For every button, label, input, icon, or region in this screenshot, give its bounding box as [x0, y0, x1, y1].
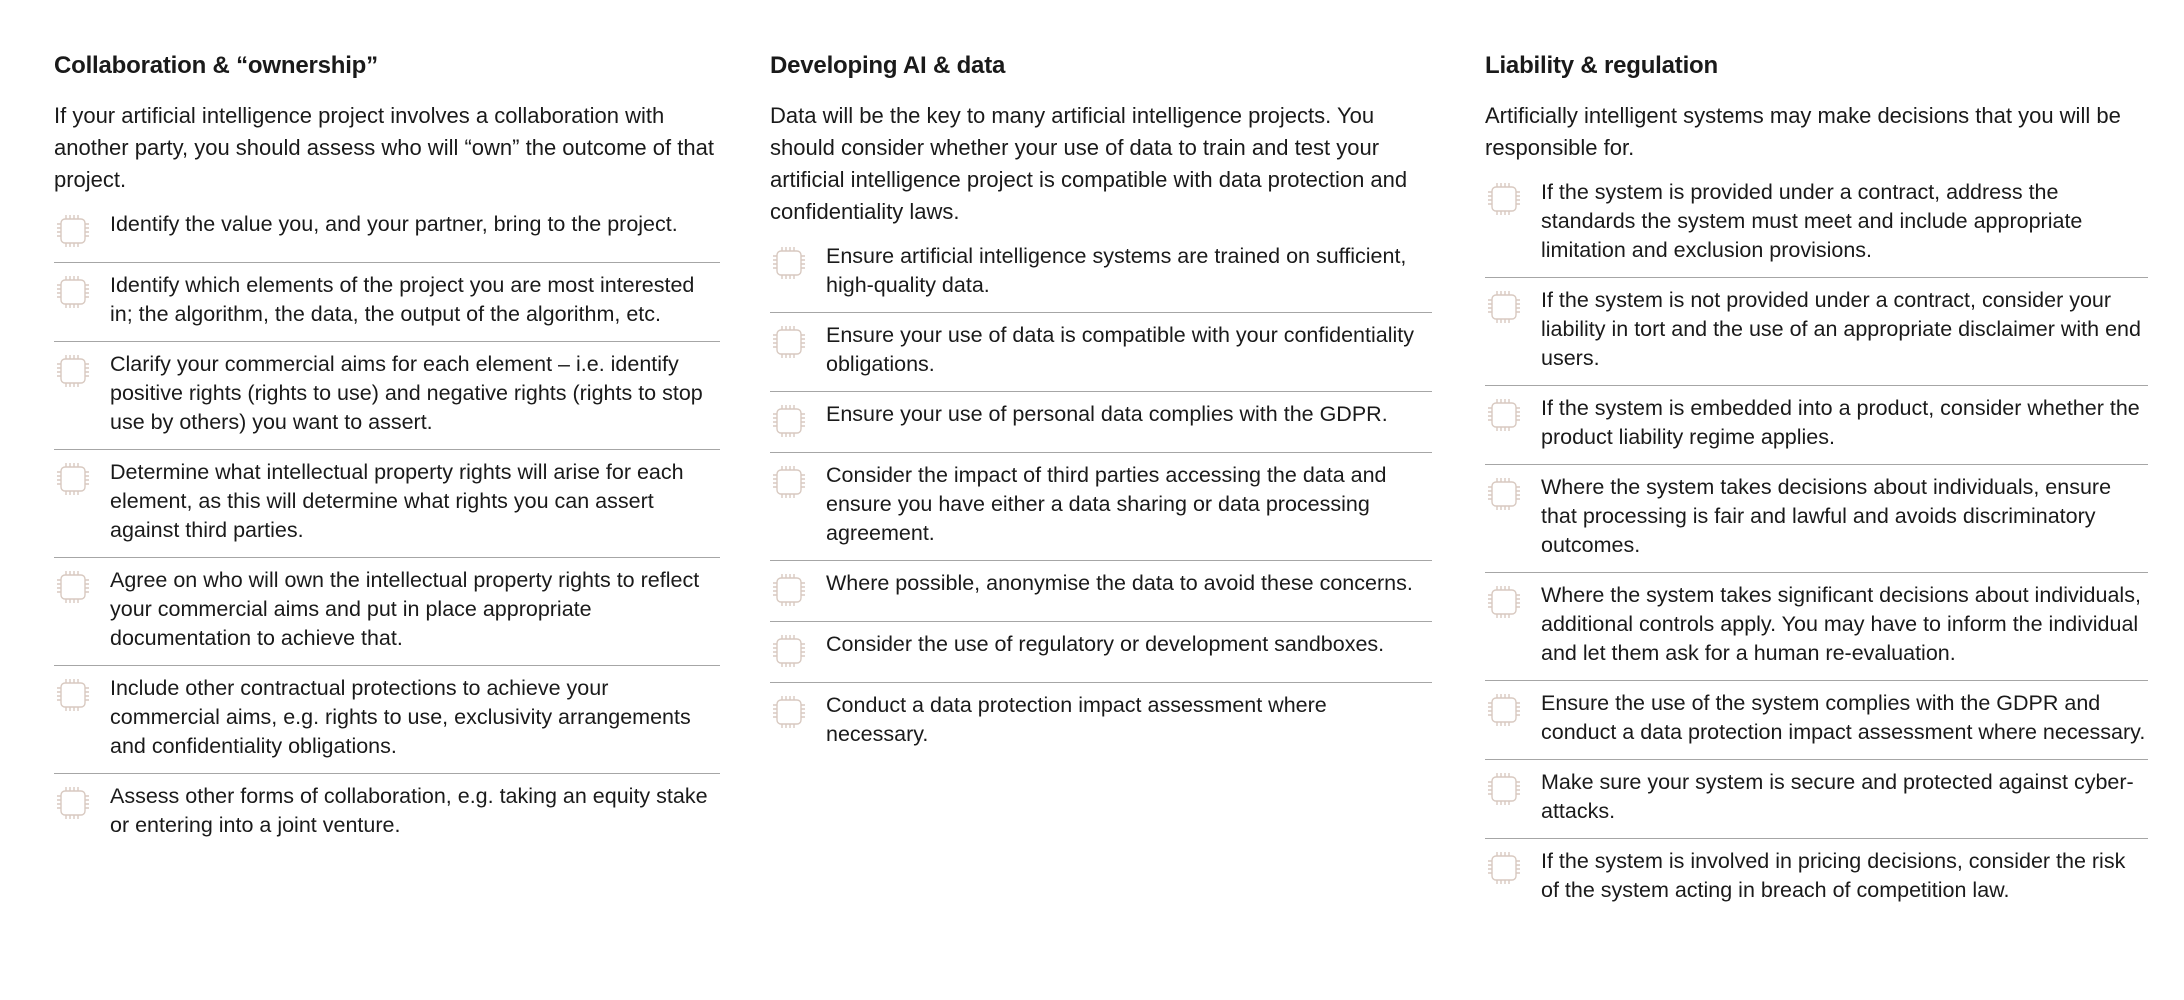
- checklist-item-text: Where possible, anonymise the data to avoid these concerns.: [826, 571, 1413, 595]
- checklist-item-text: Identify the value you, and your partner, bring to the project.: [110, 212, 678, 236]
- checklist-item-text: If the system is involved in pricing decisions, consider the risk of the system acting in breach of competition law.: [1541, 849, 2126, 902]
- checklist-item-text: Where the system takes decisions about individuals, ensure that processing is fair and lawful and avoids discriminatory outcomes.: [1541, 475, 2112, 557]
- microchip-checkbox-icon[interactable]: [54, 352, 92, 390]
- checklist-item-text: If the system is provided under a contract, address the standards the system must meet and include appropriate limitation and exclusion provisions.: [1541, 180, 2083, 262]
- checklist-item[interactable]: [1485, 386, 2148, 465]
- column-collaboration: [54, 50, 720, 852]
- checklist-item-text: If the system is embedded into a product, consider whether the product liability regime applies.: [1541, 396, 2140, 449]
- microchip-checkbox-icon[interactable]: [54, 273, 92, 311]
- checklist-item-text: Identify which elements of the project you are most interested in; the algorithm, the data, the output of the algorithm, etc.: [110, 273, 695, 326]
- checklist-item[interactable]: [770, 313, 1432, 392]
- microchip-checkbox-icon[interactable]: [54, 460, 92, 498]
- column-developing-ai-data: [770, 50, 1432, 761]
- checklist-item-text: Determine what intellectual property rights will arise for each element, as this will determine what rights you can assert against third parties.: [110, 460, 684, 542]
- microchip-checkbox-icon[interactable]: [1485, 396, 1523, 434]
- checklist-item-text: Include other contractual protections to achieve your commercial aims, e.g. rights to use, exclusivity arrangements and confidentiality obligations.: [110, 676, 691, 758]
- microchip-checkbox-icon[interactable]: [1485, 475, 1523, 513]
- microchip-checkbox-icon[interactable]: [1485, 849, 1523, 887]
- checklist-item[interactable]: [54, 342, 720, 450]
- microchip-checkbox-icon[interactable]: [770, 402, 808, 440]
- microchip-checkbox-icon[interactable]: [54, 676, 92, 714]
- checklist-item-text: If the system is not provided under a contract, consider your liability in tort and the use of an appropriate disclaimer with end users.: [1541, 288, 2141, 370]
- checklist-item-text: Consider the use of regulatory or development sandboxes.: [826, 632, 1385, 656]
- checklist-item[interactable]: [770, 234, 1432, 313]
- microchip-checkbox-icon[interactable]: [54, 212, 92, 250]
- checklist-item-text: Conduct a data protection impact assessment where necessary.: [826, 693, 1327, 746]
- checklist-item-text: Where the system takes significant decisions about individuals, additional controls apply. You may have to inform the individual and let them ask for a human re-evaluation.: [1541, 583, 2141, 665]
- microchip-checkbox-icon[interactable]: [54, 784, 92, 822]
- checklist-item-text: Make sure your system is secure and protected against cyber-attacks.: [1541, 770, 2134, 823]
- checklist-item[interactable]: [54, 666, 720, 774]
- checklist-item-text: Assess other forms of collaboration, e.g. taking an equity stake or entering into a joint venture.: [110, 784, 708, 837]
- column-title: Developing AI & data: [770, 52, 1006, 79]
- checklist-item-text: Clarify your commercial aims for each element – i.e. identify positive rights (rights to use) and negative rights (rights to stop use by others) you want to assert.: [110, 352, 703, 434]
- checklist-item[interactable]: [54, 263, 720, 342]
- checklist-item-text: Consider the impact of third parties accessing the data and ensure you have either a data sharing or data processing agreement.: [826, 463, 1387, 545]
- checklist-item[interactable]: [770, 453, 1432, 561]
- column-intro: If your artificial intelligence project involves a collaboration with another party, you should assess who will “own” the outcome of that project.: [54, 103, 714, 192]
- checklist-item[interactable]: [770, 622, 1432, 683]
- checklist: [1485, 170, 2148, 917]
- checklist-item[interactable]: [54, 202, 720, 263]
- checklist-item-text: Ensure your use of personal data complies with the GDPR.: [826, 402, 1388, 426]
- checklist-item-text: Ensure the use of the system complies with the GDPR and conduct a data protection impact assessment where necessary.: [1541, 691, 2146, 744]
- checklist-item-text: Ensure your use of data is compatible with your confidentiality obligations.: [826, 323, 1414, 376]
- column-title: Liability & regulation: [1485, 52, 1718, 79]
- checklist-item[interactable]: [1485, 760, 2148, 839]
- microchip-checkbox-icon[interactable]: [1485, 583, 1523, 621]
- checklist: [770, 234, 1432, 761]
- checklist-item[interactable]: [770, 561, 1432, 622]
- column-title: Collaboration & “ownership”: [54, 52, 378, 79]
- microchip-checkbox-icon[interactable]: [770, 632, 808, 670]
- microchip-checkbox-icon[interactable]: [770, 244, 808, 282]
- checklist-item[interactable]: [1485, 839, 2148, 917]
- column-liability-regulation: [1485, 50, 2148, 917]
- checklist-item-text: Agree on who will own the intellectual property rights to reflect your commercial aims and put in place appropriate documentation to achieve that.: [110, 568, 700, 650]
- checklist-item[interactable]: [1485, 573, 2148, 681]
- column-intro: Artificially intelligent systems may make decisions that you will be responsible for.: [1485, 103, 2121, 160]
- checklist: [54, 202, 720, 852]
- microchip-checkbox-icon[interactable]: [54, 568, 92, 606]
- microchip-checkbox-icon[interactable]: [1485, 180, 1523, 218]
- column-intro: Data will be the key to many artificial intelligence projects. You should consider whether your use of data to train and test your artificial intelligence project is compatible with data protection and confidentiality laws.: [770, 103, 1408, 224]
- checklist-item[interactable]: [1485, 681, 2148, 760]
- checklist-item[interactable]: [54, 558, 720, 666]
- checklist-item[interactable]: [1485, 278, 2148, 386]
- microchip-checkbox-icon[interactable]: [1485, 288, 1523, 326]
- microchip-checkbox-icon[interactable]: [1485, 691, 1523, 729]
- microchip-checkbox-icon[interactable]: [770, 323, 808, 361]
- microchip-checkbox-icon[interactable]: [770, 693, 808, 731]
- microchip-checkbox-icon[interactable]: [770, 571, 808, 609]
- checklist-item[interactable]: [1485, 170, 2148, 278]
- microchip-checkbox-icon[interactable]: [770, 463, 808, 501]
- checklist-item-text: Ensure artificial intelligence systems are trained on sufficient, high-quality data.: [826, 244, 1407, 297]
- checklist-item[interactable]: [1485, 465, 2148, 573]
- checklist-item[interactable]: [54, 450, 720, 558]
- microchip-checkbox-icon[interactable]: [1485, 770, 1523, 808]
- checklist-item[interactable]: [54, 774, 720, 852]
- checklist-item[interactable]: [770, 683, 1432, 761]
- checklist-item[interactable]: [770, 392, 1432, 453]
